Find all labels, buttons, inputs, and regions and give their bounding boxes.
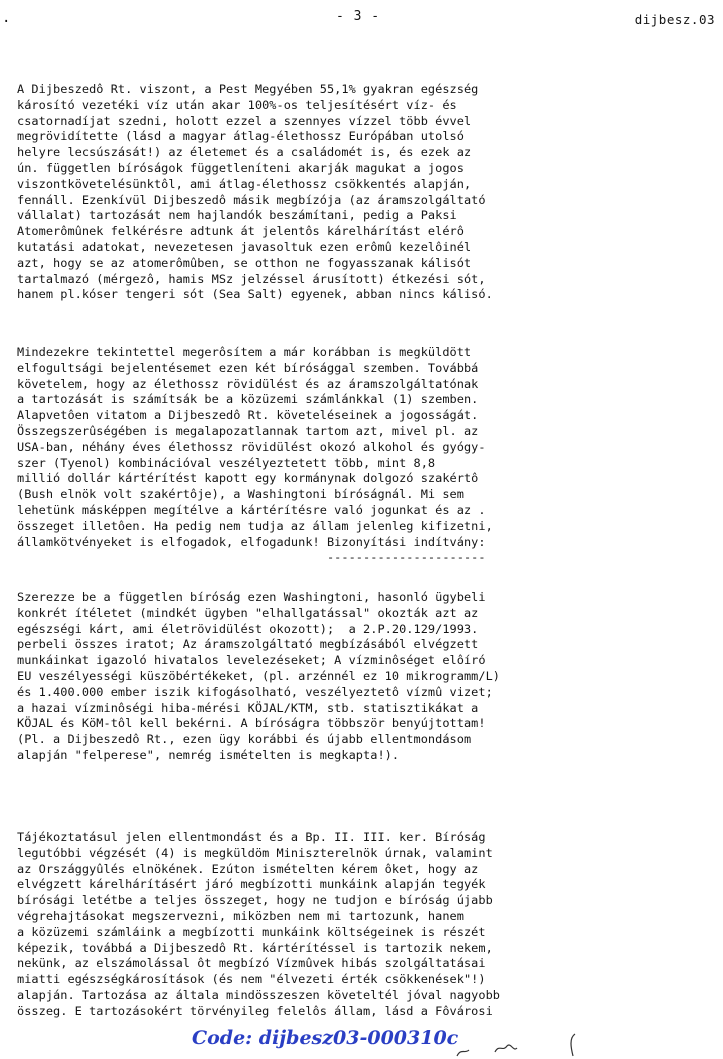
text-line: követelem, hogy az élethossz rövidülést és az áramszolgáltatónak bbox=[17, 376, 479, 391]
text-line: egészségi kárt, ami életrövidülést okozott); a 2.P.20.129/1993. bbox=[17, 621, 479, 636]
text-line: (Bush elnök volt szakértôje), a Washingtoni bíróságnál. Mi sem bbox=[17, 487, 464, 502]
text-line: USA-ban, néhány éves élethossz rövidülést okozó alkohol és gyógy- bbox=[17, 439, 486, 454]
text-line: helyre lecsúszását!) az életemet és a családomét is, és ezek az bbox=[17, 145, 472, 160]
text-line: a tartozását is számítsák be a közüzemi számlánkkal (1) szemben. bbox=[17, 392, 479, 407]
text-line: elvégzett kárelhárításért járó megbízotti munkáink alapján tegyék bbox=[17, 877, 486, 892]
text-line: azt, hogy se az atomerômûben, se otthon ne fogyasszanak kálisót bbox=[17, 255, 472, 270]
text-line: Tájékoztatásul jelen ellentmondást és a Bp. II. III. ker. Bíróság bbox=[17, 830, 486, 844]
text-line: legutóbbi végzését (4) is megküldöm Miniszterelnök úrnak, valamint bbox=[17, 845, 493, 860]
text-line: munkáinkat igazoló hivatalos levelezéseket; A vízminôséget elôíró bbox=[17, 653, 486, 668]
text-line: konkrét ítéletet (mindkét ügyben "elhallgatással" okozták azt az bbox=[17, 605, 479, 620]
text-line: csatornadíjat szedni, holott ezzel a szennyes vízzel több évvel bbox=[17, 113, 472, 128]
text-line: károsító vezetéki víz után akar 100%-os teljesítésért víz- és bbox=[17, 97, 457, 112]
text-line: EU veszélyességi küszöbértékeket, (pl. arzénnél ez 10 mikrogramm/L) bbox=[17, 668, 500, 683]
text-line: perbeli összes iratot; Az áramszolgáltató megbízásából elvégzett bbox=[17, 637, 479, 652]
text-line: végrehajtásokat megszervezni, miközben nem mi tartozunk, hanem bbox=[17, 908, 464, 923]
text-line: összeget illetôen. Ha pedig nem tudja az állam jelenleg kifizetni, bbox=[17, 518, 493, 533]
text-line: a hazai vízminôségi hiba-mérési KÖJAL/KTM, stb. statisztikákat a bbox=[17, 700, 479, 715]
paragraph-1 bbox=[17, 82, 717, 303]
text-line: Mindezekre tekintettel megerôsítem a már korábban is megküldött bbox=[17, 345, 472, 359]
text-line: az Országgyûlés elnökének. Ezúton ismételten kérem ôket, hogy az bbox=[17, 861, 479, 876]
text-line: vállalat) tartozását nem hajlandók beszámítani, pedig a Paksi bbox=[17, 208, 457, 223]
text-line: Atomerômûnek felkérésre adtunk át jelentôs kárelhárítást elérô bbox=[17, 224, 464, 239]
paragraph-4 bbox=[17, 830, 717, 1020]
text-line: Alapvetôen vitatom a Dijbeszedô Rt. követeléseinek a jogosságát. bbox=[17, 408, 479, 423]
underline-dashes: ---------------------- bbox=[17, 550, 486, 565]
text-line: miatti egészségkárosítások (és nem "élvezeti érték csökkenések"!) bbox=[17, 972, 486, 987]
text-line: KÖJAL és KöM-tôl kell bekérni. A bíróságra többször benyújtottam! bbox=[17, 716, 486, 731]
text-line: tartalmazó (mérgezô, hamis MSz jelzéssel árusított) étkezési sót, bbox=[17, 271, 486, 286]
margin-dot: . bbox=[2, 10, 11, 26]
paragraph-2 bbox=[17, 345, 717, 566]
text-line: A Dijbeszedô Rt. viszont, a Pest Megyében 55,1% gyakran egészség bbox=[17, 82, 479, 96]
text-line: alapján "felperese", nemrég ismételten is megkapta!). bbox=[17, 747, 400, 762]
text-line: államkötvényeket is elfogadok, elfogadunk! Bizonyítási indítvány: bbox=[17, 534, 486, 549]
text-line: hanem pl.kóser tengeri sót (Sea Salt) egyenek, abban nincs kálisó. bbox=[17, 287, 493, 302]
text-line: alapján. Tartozása az általa mindösszeszen követeltél jóval nagyobb bbox=[17, 987, 500, 1002]
code-stamp: Code: dijbesz03-000310c bbox=[192, 1027, 459, 1049]
text-line: nekünk, az elszámolással ôt megbízó Vízmûvek hibás szolgáltatásai bbox=[17, 956, 486, 971]
signature-scribble bbox=[455, 1030, 595, 1058]
text-line: képezik, továbbá a Dijbeszedô Rt. kártérítéssel is tartozik nekem, bbox=[17, 940, 493, 955]
text-line: és 1.400.000 ember iszik kifogásolható, veszélyeztetô vízmû vizet; bbox=[17, 684, 493, 699]
text-line: lehetünk másképpen megítélve a kártérítésre való jogunkat és az . bbox=[17, 502, 486, 517]
document-id: dijbesz.03 bbox=[634, 12, 715, 27]
text-line: fennáll. Ezenkívül Dijbeszedô másik megbízója (az áramszolgáltató bbox=[17, 192, 486, 207]
page-number: - 3 - bbox=[336, 9, 381, 24]
text-line: megrövidítette (lásd a magyar átlag-élethossz Európában utolsó bbox=[17, 129, 464, 144]
text-line: szer (Tyenol) kombinációval veszélyeztetett több, mint 8,8 bbox=[17, 455, 436, 470]
text-line: viszontkövetelésünktôl, ami átlag-élethossz csökkentés alapján, bbox=[17, 176, 472, 191]
text-line: Összegszerûségében is megalapozatlannak tartom azt, mivel pl. az bbox=[17, 423, 479, 438]
text-line: a közüzemi számláink a megbízotti munkáink költségeinek is részét bbox=[17, 924, 486, 939]
text-line: összeg. E tartozásokért törvényileg felelôs állam, lásd a Fôvárosi bbox=[17, 1003, 493, 1018]
text-line: elfogultsági bejelentésemet ezen két bírósággal szemben. Továbbá bbox=[17, 360, 479, 375]
text-line: (Pl. a Dijbeszedô Rt., ezen ügy korábbi és újabb ellentmondásom bbox=[17, 732, 472, 747]
text-line: kutatási adatokat, nevezetesen javasoltuk ezen erômû kezelôinél bbox=[17, 239, 472, 254]
text-line: ún. független bíróságok függetleníteni akarják magukat a jogos bbox=[17, 160, 464, 175]
text-line: Szerezze be a független bíróság ezen Washingtoni, hasonló ügybeli bbox=[17, 590, 486, 604]
paragraph-3 bbox=[17, 590, 717, 764]
text-line: millió dollár kártérítést kapott egy kormánynak dolgozó szakértô bbox=[17, 471, 479, 486]
text-line: bírósági letétbe a teljes összeget, hogy ne tudjon e bíróság újabb bbox=[17, 893, 493, 908]
